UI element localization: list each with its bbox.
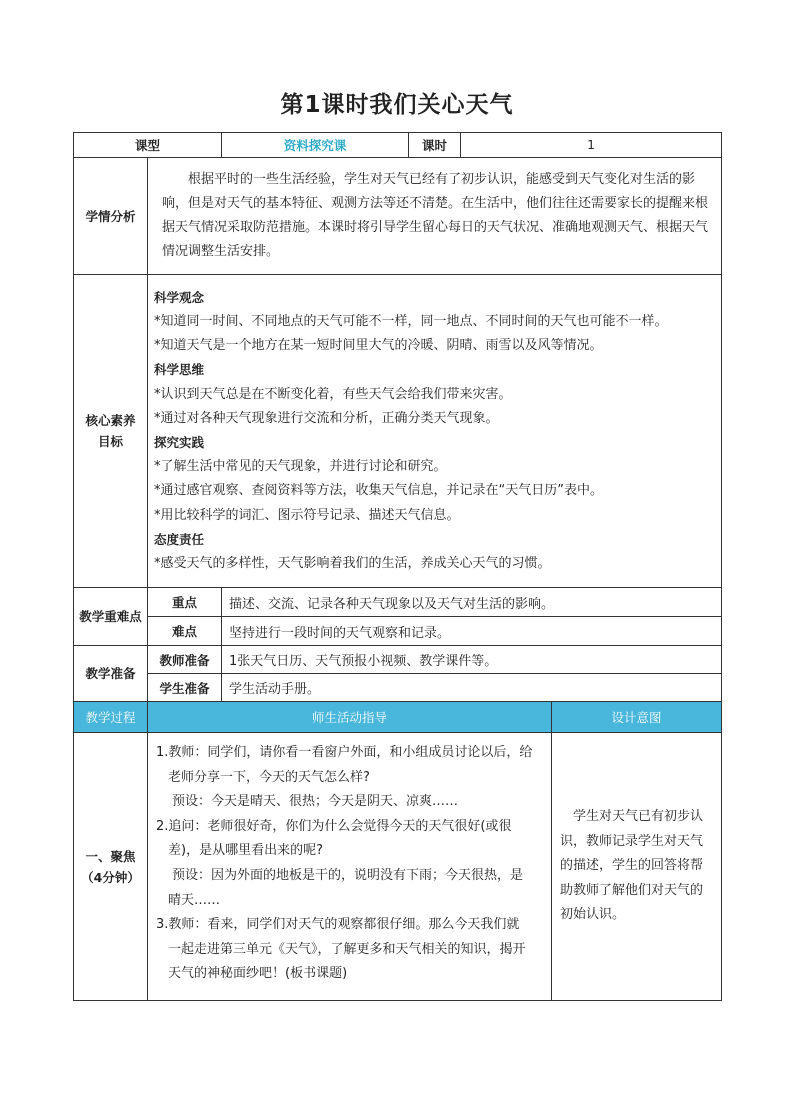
activity-line: 晴天…… (168, 892, 221, 908)
activity-line: 一起走进第三单元《天气》，了解更多和天气相关的知识，揭开 (168, 941, 526, 957)
goals-row (74, 275, 722, 588)
analysis-row (74, 158, 722, 275)
student-prep-text: 学生活动手册。 (222, 674, 722, 702)
key-text: 描述、交流、记录各种天气现象以及天气对生活的影响。 (222, 588, 722, 617)
difficult-point-row (74, 617, 722, 646)
activity-content (148, 733, 552, 1001)
stage-label (74, 733, 148, 1001)
student-prep-row (74, 674, 722, 702)
analysis-label: 学情分析 (74, 158, 148, 275)
goal-item: *知道天气是一个地方在某一短时间里大气的冷暖、阴晴、雨雪以及风等情况。 (154, 338, 603, 354)
teacher-prep-row (74, 646, 722, 674)
key-points-label: 教学重难点 (74, 588, 148, 646)
goal-item: *感受天气的多样性，天气影响着我们的生活，养成关心天气的习惯。 (154, 556, 551, 572)
goals-content (148, 275, 722, 588)
goal-heading: 态度责任 (154, 531, 205, 547)
activity-line: 预设：今天是晴天、很热；今天是阴天、凉爽…… (172, 794, 459, 810)
process-stage-row (74, 733, 722, 1001)
page-title: 第1课时我们关心天气 (280, 92, 514, 118)
goals-label-line1: 核心素养 (85, 413, 136, 428)
goal-item: *通过对各种天气现象进行交流和分析，正确分类天气现象。 (154, 410, 499, 426)
stage-time: （4分钟） (81, 869, 140, 885)
activity-line: 1.教师：同学们，请你看一看窗户外面，和小组成员讨论以后，给 (156, 745, 533, 760)
activity-line: 差)，是从哪里看出来的呢? (168, 843, 323, 859)
goal-item: *用比较科学的词汇、图示符号记录、描述天气信息。 (154, 507, 460, 523)
teacher-prep-text: 1张天气日历、天气预报小视频、教学课件等。 (222, 646, 722, 674)
activity-line: 预设：因为外面的地板是干的，说明没有下雨；今天很热，是 (172, 867, 524, 883)
goals-label-line2: 目标 (97, 434, 123, 449)
student-prep-label: 学生准备 (148, 674, 222, 702)
info-row (74, 133, 722, 158)
activity-line: 老师分享一下，今天的天气怎么样? (168, 769, 370, 785)
teacher-prep-label: 教师准备 (148, 646, 222, 674)
analysis-text: 根据平时的一些生活经验，学生对天气已经有了初步认识，能感受到天气变化对生活的影响，但是对天气的基本特征、观测方法等还不清楚。在生活中，他们往往还需要家长的提醒来根据天气情况采取防范措施。本课时将引导学生留心每日的天气状况、准确地观测天气、根据天气情况调整生活安排。 (148, 158, 722, 275)
goal-item: *知道同一时间、不同地点的天气可能不一样，同一地点、不同时间的天气也可能不一样。 (154, 313, 668, 329)
activity-line: 2.追问：老师很好奇，你们为什么会觉得今天的天气很好(或很 (156, 818, 512, 834)
process-header-row (74, 702, 722, 733)
process-col-intent: 设计意图 (552, 702, 722, 733)
key-point-row (74, 588, 722, 617)
goal-item: *认识到天气总是在不断变化着，有些天气会给我们带来灾害。 (154, 386, 512, 402)
lesson-plan-table (73, 132, 722, 1001)
process-col-activity: 师生活动指导 (148, 702, 552, 733)
key-label: 重点 (148, 588, 222, 617)
goal-item: *了解生活中常见的天气现象，并进行讨论和研究。 (154, 459, 447, 475)
goals-label (74, 275, 148, 588)
goal-heading: 科学观念 (154, 289, 205, 305)
difficult-text: 坚持进行一段时间的天气观察和记录。 (222, 617, 722, 646)
type-label: 课型 (74, 133, 222, 158)
goal-heading: 探究实践 (154, 435, 205, 450)
activity-line: 3.教师：看来，同学们对天气的观察都很仔细。那么今天我们就 (156, 917, 520, 933)
process-col-stage: 教学过程 (74, 702, 148, 733)
period-value: 1 (461, 133, 722, 158)
goal-heading: 科学思维 (154, 362, 205, 378)
type-value: 资料探究课 (222, 133, 409, 158)
design-intent: 学生对天气已有初步认识，教师记录学生对天气的描述，学生的回答将帮助教师了解他们对天气的初始认识。 (552, 733, 722, 1001)
period-label: 课时 (409, 133, 461, 158)
difficult-label: 难点 (148, 617, 222, 646)
goal-item: *通过感官观察、查阅资料等方法，收集天气信息，并记录在“天气日历”表中。 (154, 483, 603, 499)
stage-name: 一、聚焦 (85, 848, 136, 864)
preparation-label: 教学准备 (74, 646, 148, 702)
activity-line: 天气的神秘面纱吧！(板书课题) (168, 966, 348, 982)
